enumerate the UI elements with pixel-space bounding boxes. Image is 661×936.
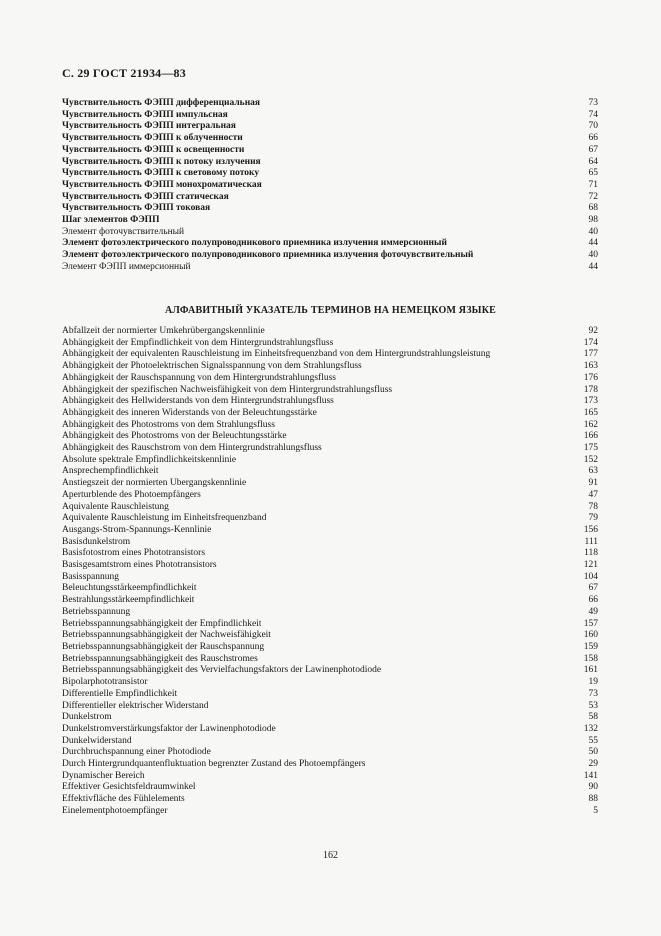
entry-page: 178 bbox=[583, 384, 598, 395]
entry-term: Betriebsspannungsabhängigkeit der Empfindlichkeit bbox=[62, 618, 262, 629]
index-entry bbox=[62, 227, 598, 239]
index-entry bbox=[62, 478, 598, 490]
entry-term: Чувствительность ФЭПП к световому потоку bbox=[62, 168, 260, 179]
entry-page: 19 bbox=[588, 677, 598, 688]
index-entry bbox=[62, 747, 598, 759]
entry-page: 162 bbox=[583, 419, 598, 430]
index-entry bbox=[62, 630, 598, 642]
entry-term: Элемент фотоэлектрического полупроводникового приемника излучения фоточувствительный bbox=[62, 250, 474, 261]
index-entry bbox=[62, 420, 598, 432]
entry-page: 55 bbox=[588, 735, 598, 746]
index-entry bbox=[62, 806, 598, 818]
entry-term: Шаг элементов ФЭПП bbox=[62, 215, 160, 226]
entry-term: Чувствительность ФЭПП к облученности bbox=[62, 133, 243, 144]
entry-term: Чувствительность ФЭПП к освещенности bbox=[62, 144, 245, 155]
entry-term: Betriebsspannungsabhängigkeit des Rauschstromes bbox=[62, 653, 258, 664]
entry-term: Ansprechempfindlichkeit bbox=[62, 466, 159, 477]
index-entry bbox=[62, 724, 598, 736]
index-entry bbox=[62, 525, 598, 537]
index-entry bbox=[62, 502, 598, 514]
entry-term: Betriebsspannung bbox=[62, 606, 131, 617]
entry-term: Bestrahlungsstärkeempfindlichkeit bbox=[62, 595, 195, 606]
entry-page: 58 bbox=[588, 712, 598, 723]
entry-page: 161 bbox=[583, 665, 598, 676]
entry-page: 163 bbox=[583, 361, 598, 372]
entry-term: Чувствительность ФЭПП импульсная bbox=[62, 109, 228, 120]
index-entry bbox=[62, 771, 598, 783]
entry-page: 44 bbox=[588, 238, 598, 249]
entry-page: 175 bbox=[583, 443, 598, 454]
index-entry bbox=[62, 262, 598, 274]
entry-page: 68 bbox=[588, 203, 598, 214]
index-entry bbox=[62, 168, 598, 180]
entry-page: 63 bbox=[588, 466, 598, 477]
entry-term: Элемент фоточувствительный bbox=[62, 226, 185, 237]
index-entry bbox=[62, 794, 598, 806]
entry-page: 88 bbox=[588, 794, 598, 805]
entry-page: 73 bbox=[588, 688, 598, 699]
index-entry bbox=[62, 215, 598, 227]
entry-term: Ausgangs-Strom-Spannungs-Kennlinie bbox=[62, 524, 212, 535]
entry-term: Элемент фотоэлектрического полупроводникового приемника излучения иммерсионный bbox=[62, 238, 447, 249]
entry-term: Abfallzeit der normierter Umkehrübergangskennlinie bbox=[62, 326, 265, 336]
index-entry bbox=[62, 455, 598, 467]
index-entry bbox=[62, 110, 598, 122]
index-entry bbox=[62, 689, 598, 701]
entry-term: Basisdunkelstrom bbox=[62, 536, 131, 547]
entry-term: Abhängigkeit des Photostroms von dem Strahlungsfluss bbox=[62, 419, 275, 430]
entry-page: 67 bbox=[588, 144, 598, 155]
entry-page: 160 bbox=[583, 630, 598, 641]
entry-term: Effektiver Gesichtsfeldraumwinkel bbox=[62, 782, 196, 793]
page-header: С. 29 ГОСТ 21934—83 bbox=[62, 66, 186, 80]
index-entry bbox=[62, 157, 598, 169]
entry-page: 92 bbox=[588, 326, 598, 336]
index-entry bbox=[62, 677, 598, 689]
index-entry bbox=[62, 250, 598, 262]
entry-page: 5 bbox=[593, 805, 598, 816]
index-entry bbox=[62, 373, 598, 385]
index-entry bbox=[62, 466, 598, 478]
entry-page: 157 bbox=[583, 618, 598, 629]
russian-term-index bbox=[62, 98, 598, 274]
entry-term: Betriebsspannungsabhängigkeit des Vervielfachungsfaktors der Lawinenphotodiode bbox=[62, 665, 382, 676]
entry-page: 158 bbox=[583, 653, 598, 664]
entry-term: Dynamischer Bereich bbox=[62, 770, 145, 781]
entry-page: 79 bbox=[588, 513, 598, 524]
entry-term: Abhängigkeit der Rauschspannung von dem Hintergrundstrahlungsfluss bbox=[62, 372, 336, 383]
index-entry bbox=[62, 548, 598, 560]
index-entry bbox=[62, 701, 598, 713]
entry-term: Dunkelwiderstand bbox=[62, 735, 132, 746]
entry-page: 141 bbox=[583, 770, 598, 781]
entry-term: Dunkelstromverstärkungsfaktor der Lawinenphotodiode bbox=[62, 723, 276, 734]
index-entry bbox=[62, 782, 598, 794]
entry-term: Abhängigkeit der equivalenten Rauschleistung im Einheitsfrequenzband von dem Hintergrundstrahlungsleistung bbox=[62, 349, 491, 360]
entry-term: Äquivalente Rauschleistung bbox=[62, 501, 169, 512]
entry-page: 91 bbox=[588, 478, 598, 489]
entry-term: Abhängigkeit des inneren Widerstands von der Beleuchtungsstärke bbox=[62, 407, 317, 418]
entry-page: 73 bbox=[588, 98, 598, 108]
entry-page: 47 bbox=[588, 489, 598, 500]
index-entry bbox=[62, 619, 598, 631]
entry-term: Betriebsspannungsabhängigkeit der Nachweisfähigkeit bbox=[62, 630, 271, 641]
entry-page: 173 bbox=[583, 396, 598, 407]
entry-page: 132 bbox=[583, 723, 598, 734]
entry-page: 70 bbox=[588, 121, 598, 132]
index-entry bbox=[62, 712, 598, 724]
index-entry bbox=[62, 759, 598, 771]
entry-page: 44 bbox=[588, 261, 598, 272]
index-entry bbox=[62, 349, 598, 361]
entry-page: 177 bbox=[583, 349, 598, 360]
section-title: АЛФАВИТНЫЙ УКАЗАТЕЛЬ ТЕРМИНОВ НА НЕМЕЦКОМ ЯЗЫКЕ bbox=[164, 305, 497, 316]
entry-page: 156 bbox=[583, 524, 598, 535]
entry-term: Элемент ФЭПП иммерсионный bbox=[62, 261, 191, 272]
entry-page: 53 bbox=[588, 700, 598, 711]
entry-term: Effektivfläche des Fühlelements bbox=[62, 794, 185, 805]
index-entry bbox=[62, 665, 598, 677]
index-entry bbox=[62, 490, 598, 502]
index-entry bbox=[62, 396, 598, 408]
index-entry bbox=[62, 572, 598, 584]
entry-term: Basisfotostrom eines Phototransistors bbox=[62, 548, 206, 559]
index-entry bbox=[62, 180, 598, 192]
index-entry bbox=[62, 361, 598, 373]
entry-page: 67 bbox=[588, 583, 598, 594]
entry-term: Abhängigkeit der Photoelektrischen Signalsspannung von dem Strahlungsfluss bbox=[62, 361, 362, 372]
index-entry bbox=[62, 560, 598, 572]
index-entry bbox=[62, 145, 598, 157]
entry-page: 104 bbox=[583, 571, 598, 582]
entry-page: 64 bbox=[588, 156, 598, 167]
entry-term: Einelementphotoempfänger bbox=[62, 805, 168, 816]
entry-page: 40 bbox=[588, 250, 598, 261]
german-term-index bbox=[62, 326, 598, 818]
entry-term: Abhängigkeit des Hellwiderstands von dem Hintergrundstrahlungsfluss bbox=[62, 396, 334, 407]
entry-page: 29 bbox=[588, 759, 598, 770]
entry-term: Чувствительность ФЭПП токовая bbox=[62, 203, 211, 214]
entry-page: 176 bbox=[583, 372, 598, 383]
entry-term: Чувствительность ФЭПП интегральная bbox=[62, 121, 236, 132]
index-entry bbox=[62, 121, 598, 133]
entry-page: 66 bbox=[588, 595, 598, 606]
entry-term: Differentieller elektrischer Widerstand bbox=[62, 700, 209, 711]
entry-term: Aperturblende des Photoempfängers bbox=[62, 489, 201, 500]
entry-term: Absolute spektrale Empfindlichkeitskennlinie bbox=[62, 454, 237, 465]
index-entry bbox=[62, 443, 598, 455]
entry-term: Abhängigkeit der spezifischen Nachweisfähigkeit von dem Hintergrundstrahlungsfluss bbox=[62, 384, 393, 395]
entry-page: 49 bbox=[588, 606, 598, 617]
entry-term: Basisgesamtstrom eines Phototransistors bbox=[62, 560, 217, 571]
entry-term: Abhängigkeit des Photostroms von der Beleuchtungsstärke bbox=[62, 431, 287, 442]
entry-page: 98 bbox=[588, 215, 598, 226]
entry-term: Чувствительность ФЭПП к потоку излучения bbox=[62, 156, 261, 167]
entry-page: 74 bbox=[588, 109, 598, 120]
index-entry bbox=[62, 607, 598, 619]
entry-term: Durchbruchspannung einer Photodiode bbox=[62, 747, 211, 758]
entry-page: 78 bbox=[588, 501, 598, 512]
index-entry bbox=[62, 338, 598, 350]
entry-page: 66 bbox=[588, 133, 598, 144]
entry-page: 111 bbox=[584, 536, 598, 547]
index-entry bbox=[62, 326, 598, 338]
entry-term: Dunkelstrom bbox=[62, 712, 112, 723]
entry-page: 72 bbox=[588, 191, 598, 202]
index-entry bbox=[62, 238, 598, 250]
index-entry bbox=[62, 385, 598, 397]
entry-term: Differentielle Empfindlichkeit bbox=[62, 688, 178, 699]
entry-term: Чувствительность ФЭПП статическая bbox=[62, 191, 229, 202]
entry-page: 118 bbox=[584, 548, 598, 559]
entry-page: 71 bbox=[588, 179, 598, 190]
entry-page: 166 bbox=[583, 431, 598, 442]
entry-page: 90 bbox=[588, 782, 598, 793]
entry-page: 152 bbox=[583, 454, 598, 465]
entry-term: Anstiegszeit der normierten Übergangskennlinie bbox=[62, 478, 247, 489]
entry-term: Basisspannung bbox=[62, 571, 119, 582]
entry-page: 159 bbox=[583, 641, 598, 652]
entry-term: Äquivalente Rauschleistung im Einheitsfrequenzband bbox=[62, 513, 267, 524]
index-entry bbox=[62, 583, 598, 595]
index-entry bbox=[62, 595, 598, 607]
index-entry bbox=[62, 642, 598, 654]
entry-page: 121 bbox=[583, 560, 598, 571]
index-entry bbox=[62, 133, 598, 145]
index-entry bbox=[62, 537, 598, 549]
index-entry bbox=[62, 654, 598, 666]
entry-page: 174 bbox=[583, 337, 598, 348]
entry-term: Чувствительность ФЭПП дифференциальная bbox=[62, 98, 261, 108]
entry-term: Bipolarphototransistor bbox=[62, 677, 148, 688]
entry-page: 65 bbox=[588, 168, 598, 179]
entry-term: Abhängigkeit der Empfindlichkeit von dem Hintergrundstrahlungsfluss bbox=[62, 337, 334, 348]
index-entry bbox=[62, 408, 598, 420]
index-entry bbox=[62, 203, 598, 215]
index-entry bbox=[62, 736, 598, 748]
entry-page: 165 bbox=[583, 407, 598, 418]
index-entry bbox=[62, 98, 598, 110]
entry-term: Beleuchtungsstärkeempfindlichkeit bbox=[62, 583, 197, 594]
entry-page: 40 bbox=[588, 226, 598, 237]
index-entry bbox=[62, 513, 598, 525]
entry-term: Betriebsspannungsabhängigkeit der Rauschspannung bbox=[62, 641, 265, 652]
index-entry bbox=[62, 192, 598, 204]
entry-term: Чувствительность ФЭПП монохроматическая bbox=[62, 179, 262, 190]
entry-page: 50 bbox=[588, 747, 598, 758]
page-number: 162 bbox=[323, 850, 338, 861]
index-entry bbox=[62, 431, 598, 443]
entry-term: Abhängigkeit des Rauschstrom von dem Hintergrundstrahlungsfluss bbox=[62, 443, 322, 454]
entry-term: Durch Hintergrundquantenfluktuation begrenzter Zustand des Photoempfängers bbox=[62, 759, 366, 770]
